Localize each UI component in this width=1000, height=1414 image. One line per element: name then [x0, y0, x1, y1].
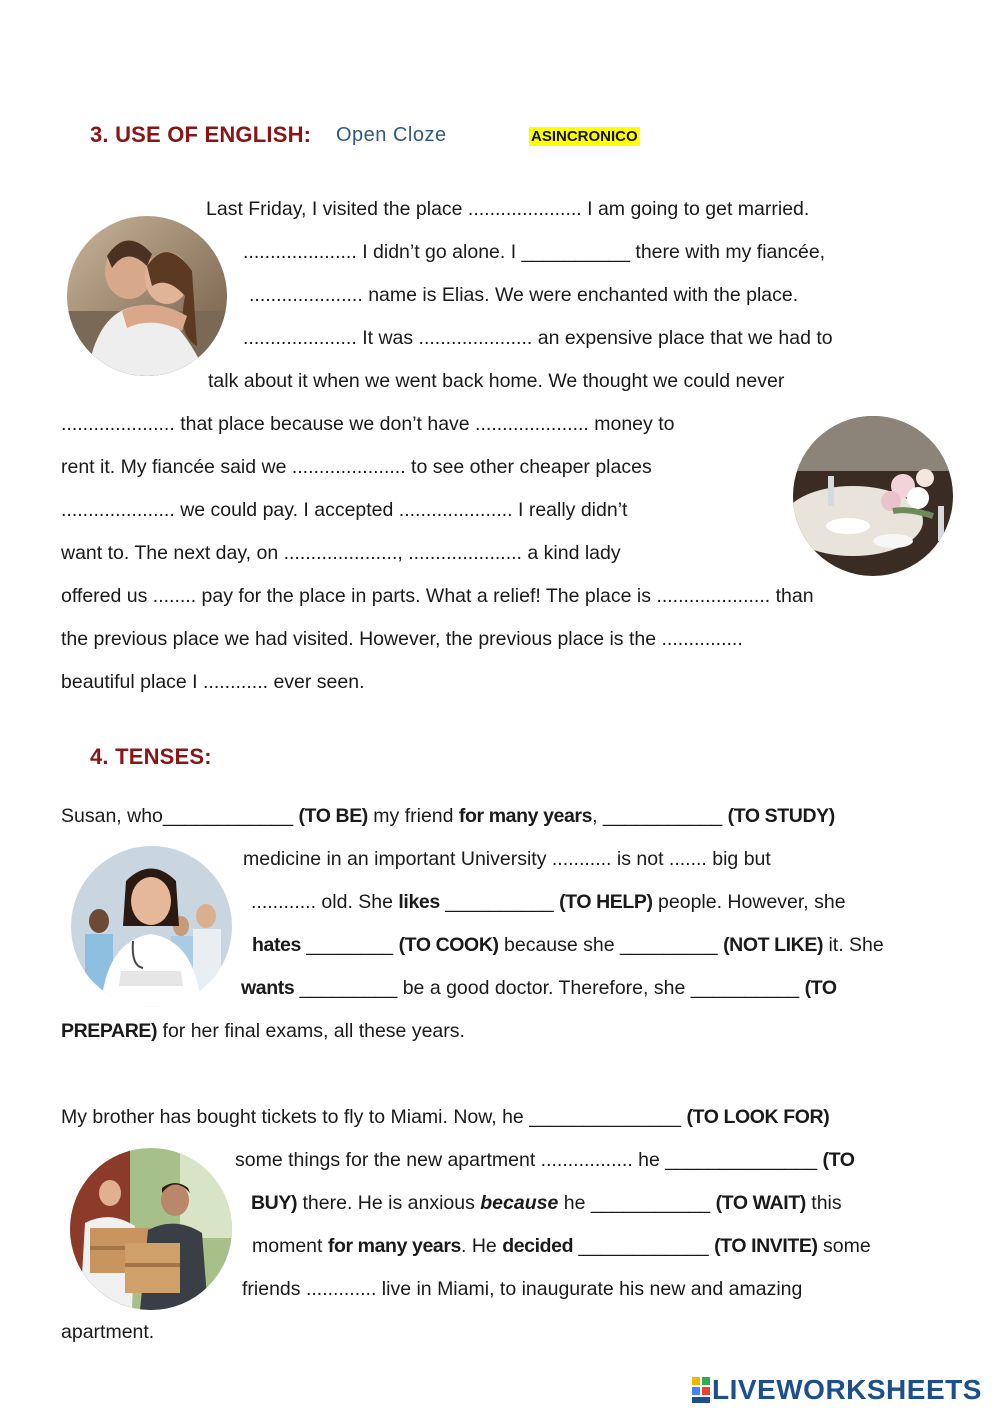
tenses-p2-line-4: [252, 1234, 871, 1258]
text: . He: [461, 1235, 503, 1257]
emphasis: for many years: [327, 1235, 461, 1257]
verb-cue: (TO STUDY): [727, 805, 835, 827]
tenses-p2-line-3: [251, 1191, 842, 1215]
asincronico-badge: ASINCRONICO: [531, 128, 638, 145]
verb-cue: (TO: [804, 977, 837, 999]
tenses-p1-line-6: [61, 1019, 465, 1043]
cloze-line-3: ..................... name is Elias. We were enchanted with the place.: [249, 284, 799, 306]
liveworksheets-logo-text: LIVEWORKSHEETS: [712, 1374, 982, 1405]
verb-cue: (TO INVITE): [714, 1235, 818, 1257]
section3-subtitle: Open Cloze: [336, 124, 447, 146]
couple-photo: [67, 216, 227, 376]
text: , ___________: [592, 805, 728, 827]
emphasis: hates: [252, 934, 301, 956]
liveworksheets-logo: [692, 1375, 982, 1405]
doctor-photo: [71, 846, 232, 1007]
verb-cue: (TO HELP): [559, 891, 653, 913]
liveworksheets-logo-icon: [692, 1375, 712, 1405]
cloze-line-7: rent it. My fiancée said we ..................... to see other cheaper places: [61, 456, 652, 478]
section4-heading: [90, 744, 212, 770]
cloze-line-6: ..................... that place because we don’t have ..................... money to: [61, 413, 675, 435]
section3-number: 3.: [90, 122, 109, 147]
cloze-line-5: talk about it when we went back home. We thought we could never: [208, 370, 785, 392]
section4-number: 4.: [90, 744, 109, 769]
tenses-p2-line-1: [61, 1105, 829, 1129]
section3-heading: [90, 122, 311, 148]
emphasis: for many years: [458, 805, 593, 827]
emphasis: likes: [398, 891, 440, 913]
cloze-line-12: beautiful place I ............ ever seen.: [61, 671, 365, 693]
text: __________: [439, 891, 560, 913]
text: for her final exams, all these years.: [157, 1020, 465, 1042]
verb-cue: (TO LOOK FOR): [686, 1106, 830, 1128]
section4-title: TENSES:: [115, 744, 212, 769]
text: some: [817, 1235, 871, 1257]
tenses-p2-line-2: [235, 1148, 855, 1172]
verb-cue: PREPARE): [61, 1020, 158, 1042]
text: ............ old. She: [251, 891, 399, 913]
tenses-p1-line-2: medicine in an important University ........... is not ....... big but: [243, 848, 771, 870]
text: Susan, who____________: [61, 805, 299, 827]
verb-cue: (TO WAIT): [715, 1192, 806, 1214]
text: moment: [252, 1235, 328, 1257]
cloze-line-4: ..................... It was ..................... an expensive place that we had to: [243, 327, 833, 349]
text: _________ be a good doctor. Therefore, she __________: [294, 977, 805, 999]
cloze-line-10: offered us ........ pay for the place in parts. What a relief! The place is ..................... than: [61, 585, 814, 607]
cloze-line-8: ..................... we could pay. I accepted ..................... I really didn’t: [61, 499, 628, 521]
wedding-table-photo: [793, 416, 953, 576]
text: it. She: [823, 934, 884, 956]
tenses-p1-line-4: [252, 933, 884, 957]
tenses-p1-line-1: [61, 804, 835, 828]
cloze-line-2: ..................... I didn’t go alone. I __________ there with my fiancée,: [243, 241, 826, 263]
tenses-p1-line-3: [251, 890, 846, 914]
verb-cue: (TO: [822, 1149, 855, 1171]
verb-cue: (TO COOK): [398, 934, 499, 956]
emphasis: decided: [502, 1235, 574, 1257]
cloze-line-1: Last Friday, I visited the place ..................... I am going to get married.: [206, 198, 810, 220]
text: ________: [300, 934, 399, 956]
verb-cue: BUY): [251, 1192, 298, 1214]
text: this: [805, 1192, 842, 1214]
text: my friend: [367, 805, 459, 827]
verb-cue: (NOT LIKE): [723, 934, 824, 956]
cloze-line-9: want to. The next day, on ....................., ..................... a kind lady: [61, 542, 621, 564]
text: My brother has bought tickets to fly to Miami. Now, he ______________: [61, 1106, 687, 1128]
text: there. He is anxious: [297, 1192, 481, 1214]
text: because she _________: [498, 934, 724, 956]
section3-title: USE OF ENGLISH:: [115, 122, 312, 147]
text: some things for the new apartment ................. he ______________: [235, 1149, 823, 1171]
emphasis-italic: because: [480, 1192, 559, 1214]
tenses-p2-line-6: apartment.: [61, 1321, 155, 1343]
text: he ___________: [558, 1192, 716, 1214]
cloze-line-11: the previous place we had visited. However, the previous place is the ...............: [61, 628, 743, 650]
emphasis: wants: [241, 977, 295, 999]
moving-boxes-photo: [70, 1148, 232, 1310]
verb-cue: (TO BE): [298, 805, 368, 827]
tenses-p2-line-5: friends ............. live in Miami, to inaugurate his new and amazing: [242, 1278, 803, 1300]
text: ____________: [573, 1235, 715, 1257]
tenses-p1-line-5: [241, 976, 837, 1000]
text: people. However, she: [652, 891, 846, 913]
